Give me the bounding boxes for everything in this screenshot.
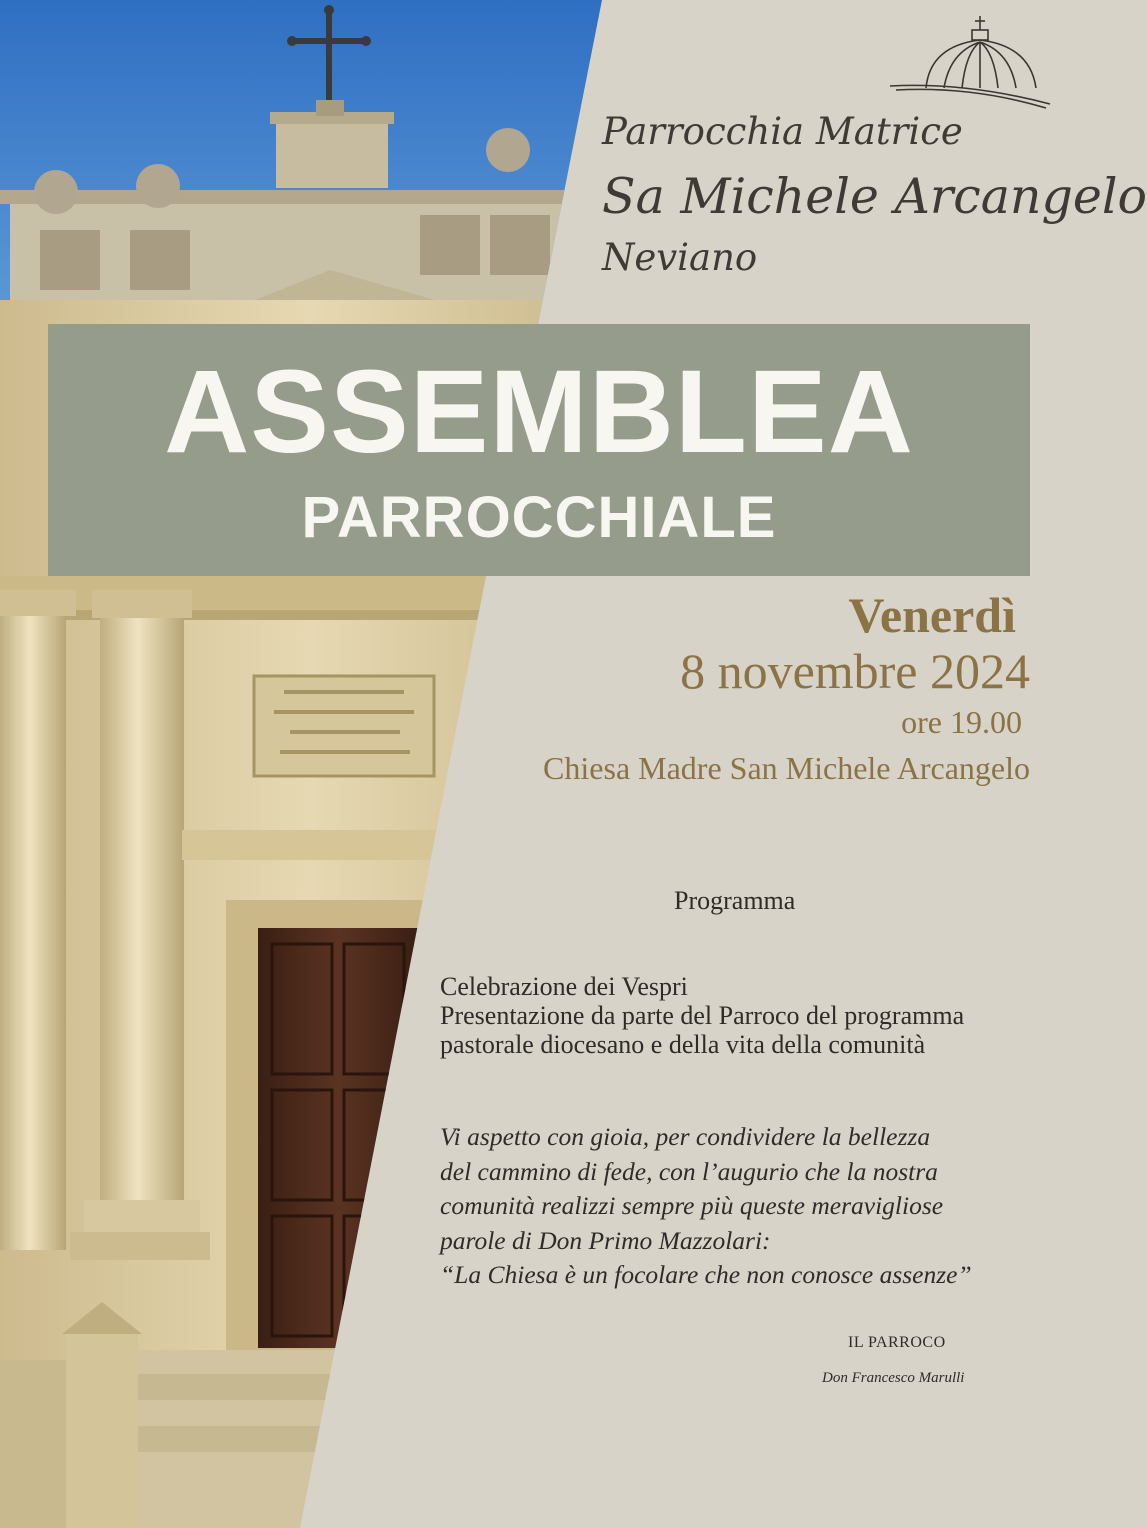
event-time: ore 19.00: [901, 704, 1022, 740]
program-item: pastorale diocesano e della vita della comunità: [440, 1030, 926, 1059]
banner-subtitle: PARROCCHIALE: [301, 485, 777, 550]
signature-name: Don Francesco Marulli: [822, 1370, 965, 1386]
pastor-message: [440, 1120, 972, 1293]
banner-title: ASSEMBLEA: [164, 346, 914, 478]
parish-label: Parrocchia Matrice: [602, 110, 963, 153]
title-banner: [48, 324, 1030, 576]
message-line: del cammino di fede, con l’augurio che la nostra: [440, 1156, 938, 1186]
signature-role: IL PARROCO: [848, 1334, 946, 1351]
program-title: Programma: [674, 886, 796, 915]
program-item: Celebrazione dei Vespri: [440, 972, 688, 1001]
message-line: Vi aspetto con gioia, per condividere la bellezza: [440, 1122, 931, 1151]
message-line: “La Chiesa è un focolare che non conosce assenze”: [440, 1260, 972, 1289]
church-dome-icon: [886, 12, 1056, 112]
parish-name: Sa Michele Arcangelo: [602, 168, 1147, 225]
event-place: Chiesa Madre San Michele Arcangelo: [543, 750, 1030, 786]
message-line: parole di Don Primo Mazzolari:: [440, 1225, 771, 1255]
program-item: Presentazione da parte del Parroco del programma: [440, 1001, 965, 1030]
event-day: Venerdì: [848, 587, 1016, 643]
message-line: comunità realizzi sempre più queste meravigliose: [440, 1191, 944, 1220]
event-date: 8 novembre 2024: [680, 643, 1030, 699]
program-list: [440, 972, 964, 1059]
parish-town: Neviano: [602, 236, 758, 279]
